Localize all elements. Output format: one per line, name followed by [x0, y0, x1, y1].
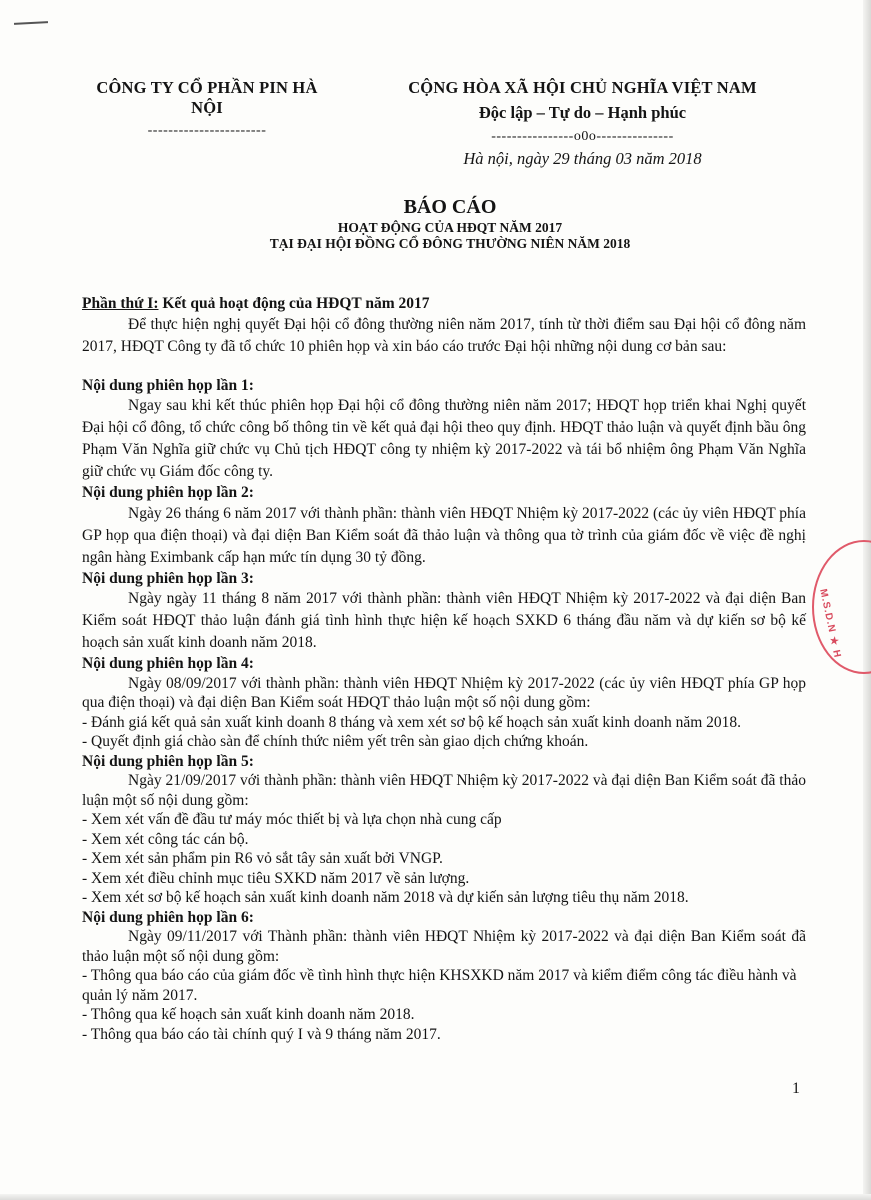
meeting-2-text: Ngày 26 tháng 6 năm 2017 với thành phần: thành viên HĐQT Nhiệm kỳ 2017-2022 (các ủy viên HĐQT phía GP họp qua điện thoại) và đại diện Ban Kiểm soát đã thảo luận và thông qua tờ trình của giám đốc về việc đề nghị ngân hàng Eximbank cấp hạn mức tín dụng 30 tỷ đồng.	[82, 504, 806, 566]
nation-name: CỘNG HÒA XÃ HỘI CHỦ NGHĨA VIỆT NAM	[408, 78, 757, 97]
meeting-5-bullet: - Xem xét công tác cán bộ.	[82, 830, 249, 848]
meeting-6-heading: Nội dung phiên họp lần 6:	[82, 908, 254, 926]
meeting-5-bullet: - Xem xét sơ bộ kế hoạch sản xuất kinh doanh năm 2018 và dự kiến sản lượng tiêu thụ năm 2018.	[82, 889, 689, 906]
company-rule: -----------------------	[147, 123, 267, 138]
scan-edge-bottom	[0, 1194, 871, 1200]
intro-paragraph: Để thực hiện nghị quyết Đại hội cổ đông thường niên năm 2017, tính từ thời điểm sau Đại hội cổ đông năm 2017, HĐQT Công ty đã tổ chức 10 phiên họp và xin báo cáo trước Đại hội những nội dung cơ bản sau:	[82, 315, 806, 355]
meeting-4-bullet: - Đánh giá kết quả sản xuất kinh doanh 8 tháng và xem xét sơ bộ kế hoạch sản xuất kinh doanh năm 2018.	[82, 713, 742, 731]
title-line-2: TẠI ĐẠI HỘI ĐỒNG CỔ ĐÔNG THƯỜNG NIÊN NĂM 2018	[269, 236, 631, 251]
seal-text: M.S.D.N ★ H	[817, 588, 843, 660]
motto-rule: ----------------o0o---------------	[491, 129, 674, 144]
meeting-6-bullet: - Thông qua báo cáo tài chính quý I và 9 tháng năm 2017.	[82, 1025, 441, 1043]
scan-mark	[14, 21, 48, 25]
company-header	[82, 78, 332, 140]
part-label: Phần thứ I:	[82, 295, 159, 312]
meeting-5-bullet: - Xem xét vấn đề đầu tư máy móc thiết bị và lựa chọn nhà cung cấp	[82, 811, 502, 828]
title-line-1: HOẠT ĐỘNG CỦA HĐQT NĂM 2017	[337, 220, 563, 235]
company-name: CÔNG TY CỔ PHẦN PIN HÀ NỘI	[96, 78, 318, 117]
part-heading	[82, 294, 806, 314]
meeting-2-heading: Nội dung phiên họp lần 2:	[82, 484, 254, 501]
meeting-4-text: Ngày 08/09/2017 với thành phần: thành viên HĐQT Nhiệm kỳ 2017-2022 (các ủy viên HĐQT phía GP họp qua điện thoại) và đại diện Ban Kiểm soát HĐQT thảo luận một số nội dung gồm:	[82, 674, 806, 711]
report-body	[82, 294, 806, 1044]
meeting-3-heading: Nội dung phiên họp lần 3:	[82, 569, 254, 587]
meeting-6-bullet: - Thông qua báo cáo của giám đốc về tình hình thực hiện KHSXKD năm 2017 và kiểm điểm công tác điều hành và quản lý năm 2017.	[82, 967, 797, 1004]
meeting-4-heading: Nội dung phiên họp lần 4:	[82, 655, 254, 672]
meeting-5-heading: Nội dung phiên họp lần 5:	[82, 752, 254, 770]
report-title	[150, 194, 750, 252]
meeting-5-bullet: - Xem xét điều chỉnh mục tiêu SXKD năm 2017 về sản lượng.	[82, 869, 470, 887]
meeting-3-text: Ngày ngày 11 tháng 8 năm 2017 với thành phần: thành viên HĐQT Nhiệm kỳ 2017-2022 và đại diện Ban Kiểm soát HĐQT thảo luận đánh giá tình hình thực hiện kế hoạch SXKD 6 tháng đầu năm và dự kiến sơ bộ kế hoạch sản xuất kinh doanh năm 2018.	[82, 590, 806, 651]
meeting-6-text: Ngày 09/11/2017 với Thành phần: thành viên HĐQT Nhiệm kỳ 2017-2022 và đại diện Ban Kiểm soát đã thảo luận một số nội dung gồm:	[82, 928, 806, 965]
meeting-6-bullet: - Thông qua kế hoạch sản xuất kinh doanh năm 2018.	[82, 1006, 415, 1023]
meeting-4-bullet: - Quyết định giá chào sàn để chính thức niêm yết trên sàn giao dịch chứng khoán.	[82, 733, 589, 750]
title-main: BÁO CÁO	[403, 196, 497, 218]
company-seal	[812, 540, 871, 674]
meeting-5-text: Ngày 21/09/2017 với thành phần: thành viên HĐQT Nhiệm kỳ 2017-2022 và đại diện Ban Kiểm soát đã thảo luận một số nội dung gồm:	[82, 772, 806, 809]
meeting-5-bullet: - Xem xét sản phẩm pin R6 vỏ sắt tây sản xuất bởi VNGP.	[82, 850, 443, 867]
dateline: Hà nội, ngày 29 tháng 03 năm 2018	[463, 149, 702, 168]
motto: Độc lập – Tự do – Hạnh phúc	[478, 103, 687, 122]
meeting-1-heading: Nội dung phiên họp lần 1:	[82, 376, 254, 394]
part-title: Kết quả hoạt động của HĐQT năm 2017	[158, 295, 430, 312]
national-header	[400, 78, 765, 170]
meeting-1-text: Ngay sau khi kết thúc phiên họp Đại hội cổ đông thường niên năm 2017; HĐQT họp triển khai Nghị quyết Đại hội cổ đông, tổ chức công bố thông tin về kết quả đại hội theo quy định. HĐQT thảo luận và quyết định bầu ông Phạm Văn Nghĩa giữ chức vụ Chủ tịch HĐQT công ty nhiệm kỳ 2017-2022 và tái bổ nhiệm ông Phạm Văn Nghĩa giữ chức vụ Giám đốc công ty.	[82, 397, 806, 480]
page-number: 1	[792, 1080, 800, 1097]
